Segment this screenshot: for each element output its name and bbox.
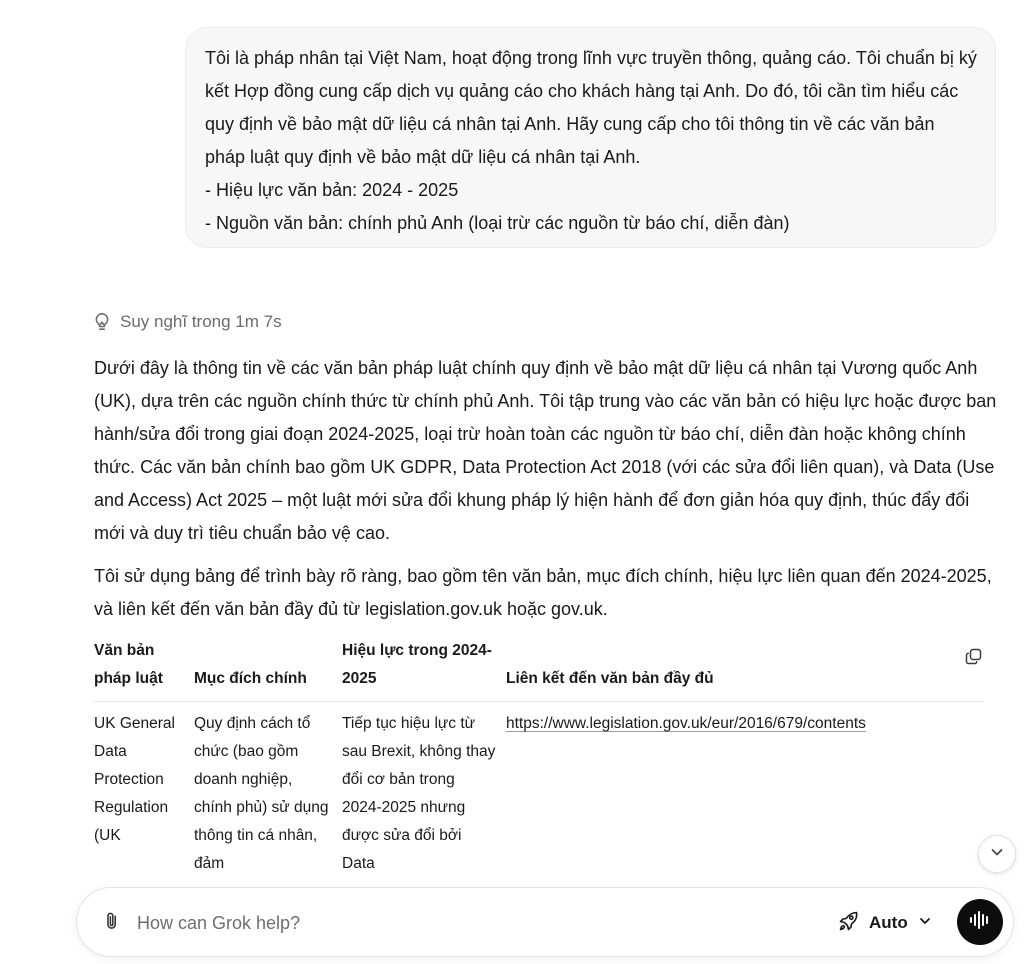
paperclip-icon xyxy=(103,911,121,936)
legislation-table xyxy=(94,634,984,880)
user-message-source: - Nguồn văn bản: chính phủ Anh (loại trừ các nguồn từ báo chí, diễn đàn) xyxy=(205,213,790,233)
voice-waveform-icon xyxy=(968,909,992,936)
user-message-validity: - Hiệu lực văn bản: 2024 - 2025 xyxy=(205,180,459,200)
copy-icon xyxy=(965,648,982,670)
thinking-toggle[interactable] xyxy=(93,309,282,335)
table-header-purpose: Mục đích chính xyxy=(194,670,307,687)
table-cell-effect: Tiếp tục hiệu lực từ sau Brexit, không thay đổi cơ bản trong 2024-2025 nhưng được sửa đổi bởi Data xyxy=(342,715,496,872)
scroll-to-bottom-button[interactable] xyxy=(978,835,1016,873)
composer xyxy=(76,887,1014,957)
table-header-document: Văn bản pháp luật xyxy=(94,642,163,687)
model-mode-selector[interactable] xyxy=(837,908,932,938)
response-paragraph-1: Dưới đây là thông tin về các văn bản pháp luật chính quy định về bảo mật dữ liệu cá nhân tại Vương quốc Anh (UK), dựa trên các nguồn chính thức từ chính phủ Anh. Tôi tập trung vào các văn bản có hiệu lực hoặc được ban hành/sửa đổi trong giai đoạn 2024-2025, loại trừ hoàn toàn các nguồn từ báo chí, diễn đàn hoặc không chính thức. Các văn bản chính bao gồm UK GDPR, Data Protection Act 2018 (với các sửa đổi liên quan), và Data (Use and Access) Act 2025 – một luật mới sửa đổi khung pháp lý hiện hành để đơn giản hóa quy định, thúc đẩy đổi mới và duy trì tiêu chuẩn bảo vệ cao. xyxy=(94,358,997,543)
thinking-label: Suy nghĩ trong 1m 7s xyxy=(120,312,282,331)
assistant-response xyxy=(94,352,1004,636)
table-cell-document: UK General Data Protection Regulation (UK xyxy=(94,715,175,844)
table-header-effect: Hiệu lực trong 2024-2025 xyxy=(342,642,492,687)
attach-button[interactable] xyxy=(100,911,124,935)
lightbulb-icon xyxy=(93,312,111,332)
table-row xyxy=(94,702,984,878)
chevron-down-icon xyxy=(918,913,932,933)
rocket-icon xyxy=(837,910,859,937)
user-message-bubble xyxy=(185,27,996,248)
legislation-link[interactable]: https://www.legislation.gov.uk/eur/2016/679/contents xyxy=(506,715,866,732)
table-header-link: Liên kết đến văn bản đầy đủ xyxy=(506,670,714,687)
mode-label: Auto xyxy=(869,913,908,932)
table-header-row xyxy=(94,634,984,702)
response-paragraph-2: Tôi sử dụng bảng để trình bày rõ ràng, bao gồm tên văn bản, mục đích chính, hiệu lực liên quan đến 2024-2025, và liên kết đến văn bản đầy đủ từ legislation.gov.uk hoặc gov.uk. xyxy=(94,566,992,619)
voice-mode-button[interactable] xyxy=(957,899,1003,945)
table-cell-purpose: Quy định cách tổ chức (bao gồm doanh nghiệp, chính phủ) sử dụng thông tin cá nhân, đảm xyxy=(194,715,329,872)
chevron-down-icon xyxy=(989,844,1005,865)
copy-table-button[interactable] xyxy=(962,648,984,670)
table-cell-link xyxy=(506,710,976,878)
prompt-input[interactable] xyxy=(137,908,777,938)
user-message-text: Tôi là pháp nhân tại Việt Nam, hoạt động trong lĩnh vực truyền thông, quảng cáo. Tôi chuẩn bị ký kết Hợp đồng cung cấp dịch vụ quảng cáo cho khách hàng tại Anh. Do đó, tôi cần tìm hiểu các quy định về bảo mật dữ liệu cá nhân tại Anh. Hãy cung cấp cho tôi thông tin về các văn bản pháp luật quy định về bảo mật dữ liệu cá nhân tại Anh. xyxy=(205,48,977,167)
